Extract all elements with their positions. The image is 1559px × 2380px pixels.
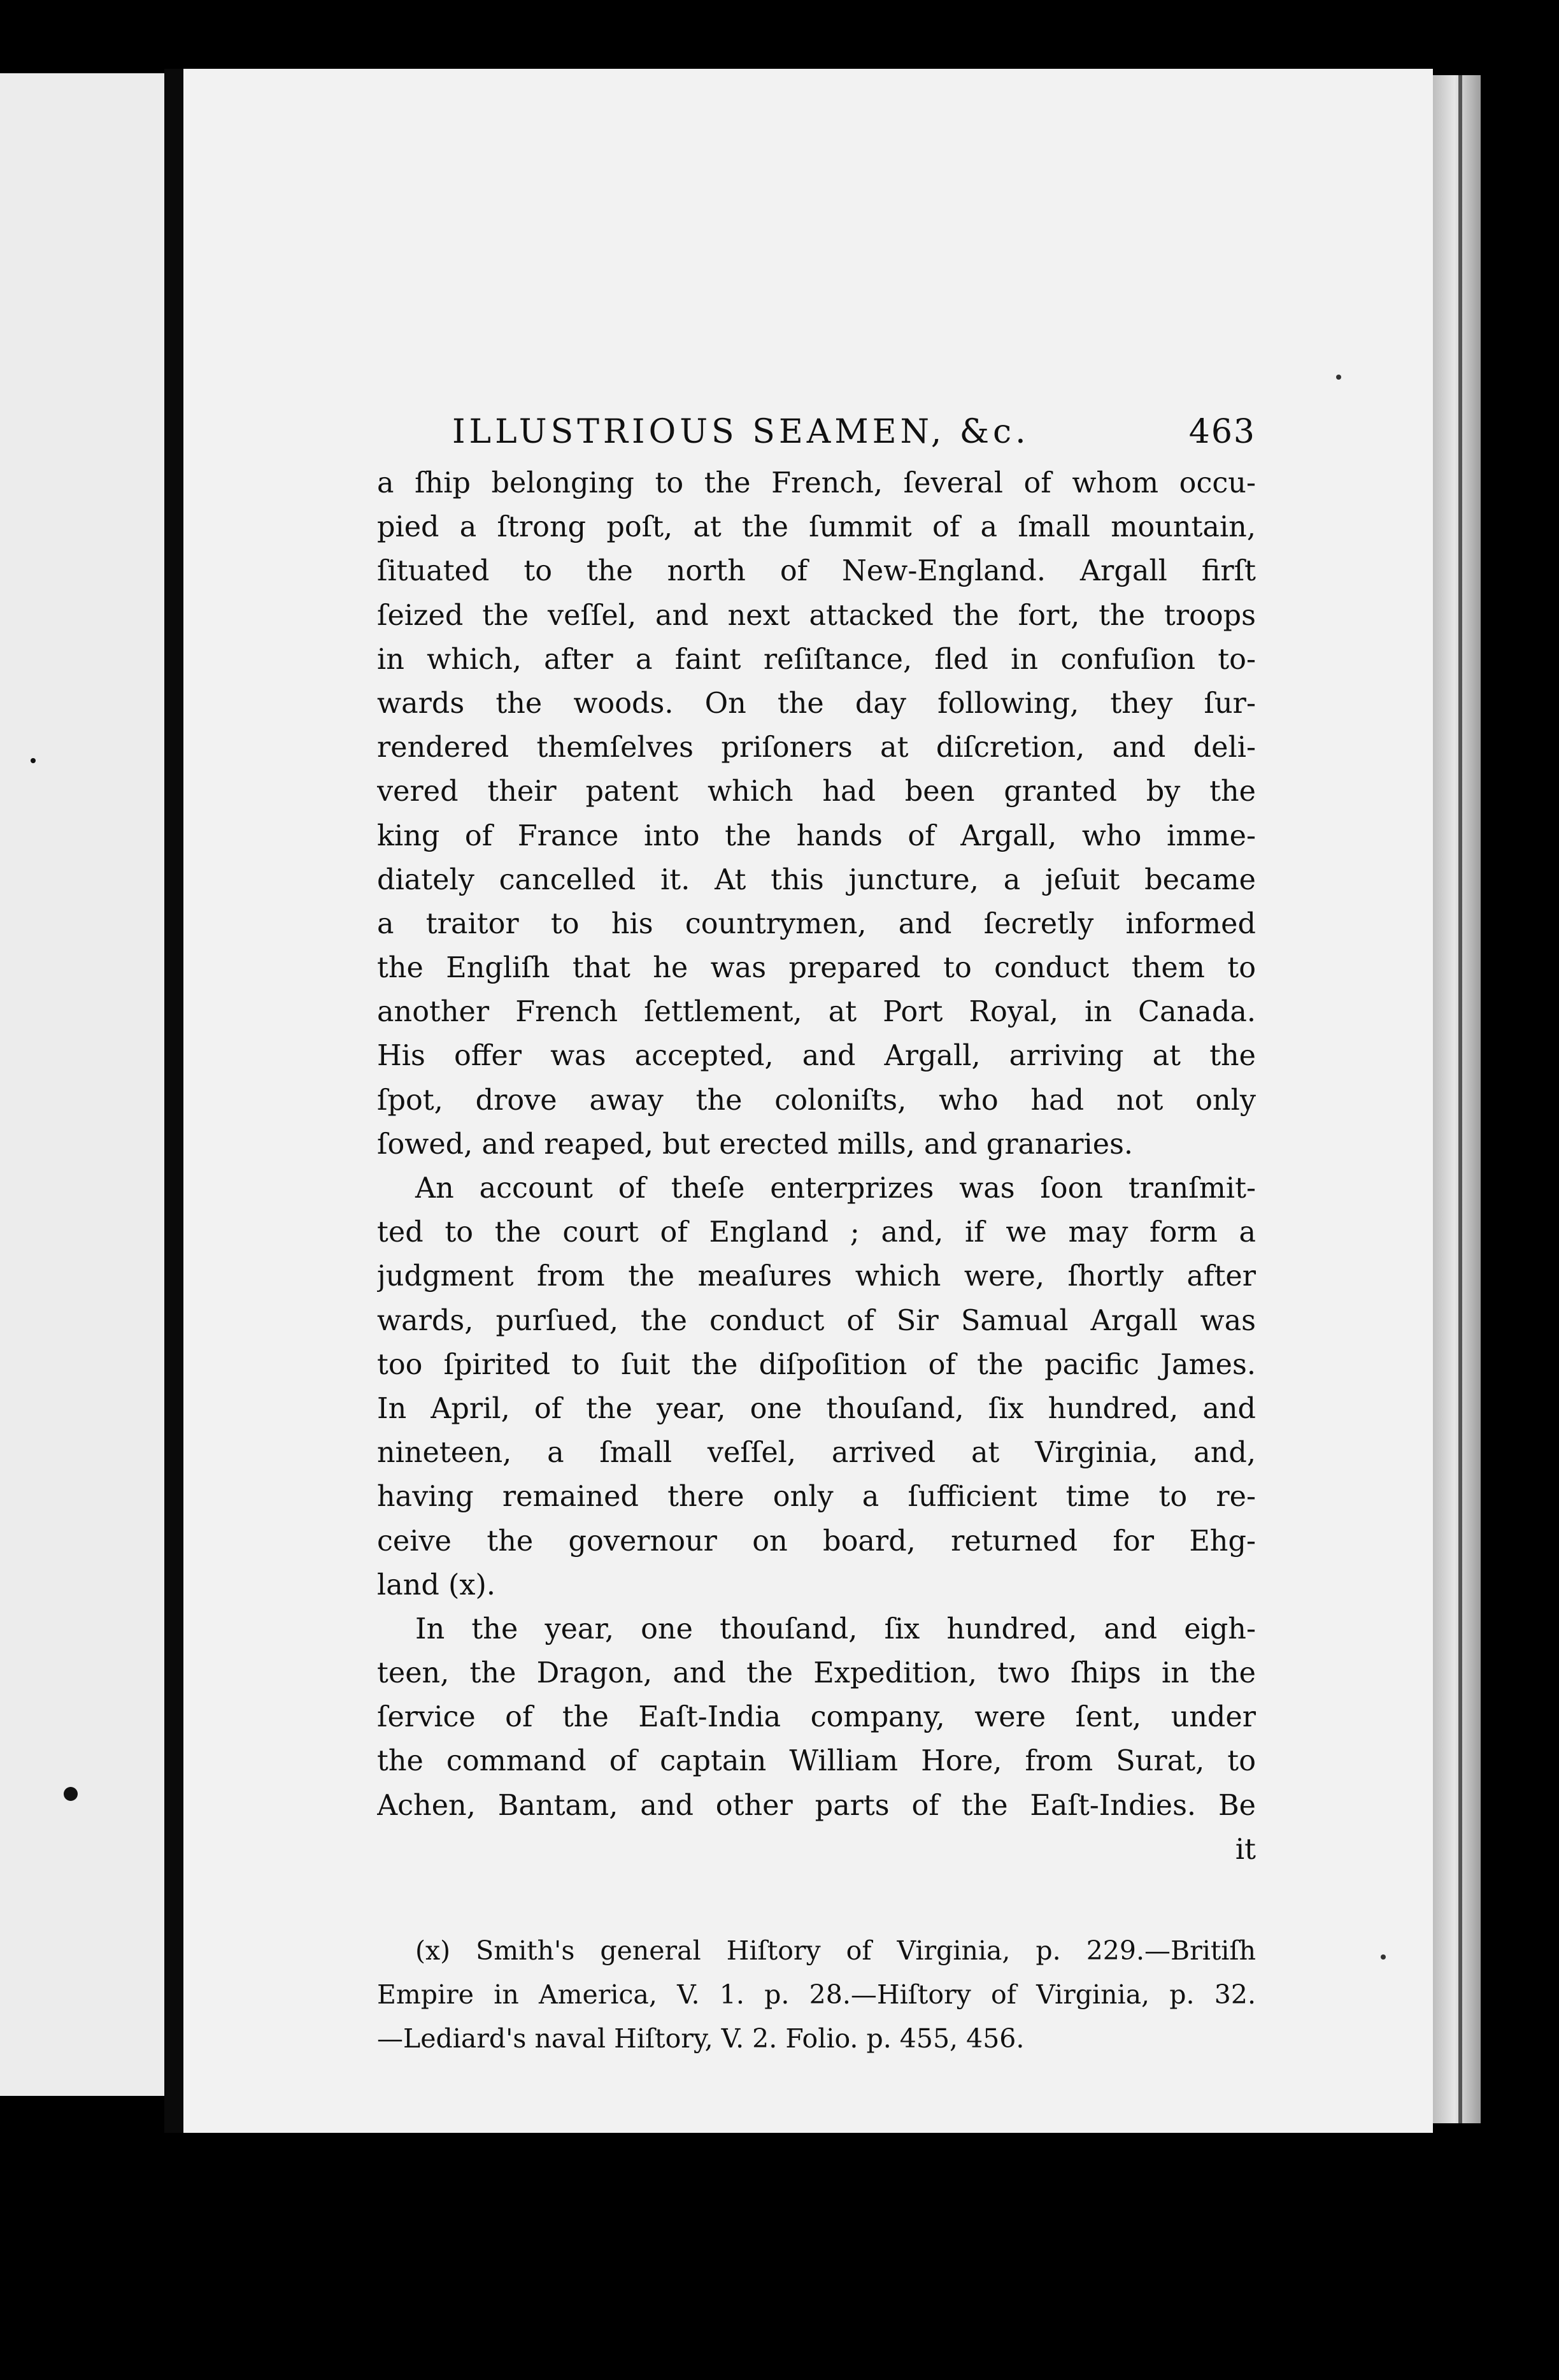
ink-speck [1336, 375, 1341, 380]
ink-spot [64, 1787, 78, 1801]
text-line: teen, the Dragon, and the Expedition, two ſhips in the [377, 1657, 1256, 1690]
text-line: judgment from the meaſures which were, ſhortly after [377, 1260, 1256, 1293]
text-line: in which, after a faint reſiſtance, fled in confuſion to- [377, 643, 1256, 676]
text-line: wards, purſued, the conduct of Sir Samual Argall was [377, 1304, 1256, 1337]
text-line: In April, of the year, one thouſand, ſix hundred, and [377, 1392, 1256, 1425]
text-block [377, 413, 1256, 2063]
text-line: ceive the governour on board, returned for Ehg- [377, 1524, 1256, 1558]
text-line: diately cancelled it. At this juncture, a jeſuit became [377, 863, 1256, 896]
text-line: rendered themſelves priſoners at diſcretion, and deli- [377, 731, 1256, 764]
text-line: wards the woods. On the day following, they ſur- [377, 687, 1256, 720]
text-line-paragraph-start: An account of theſe enterprizes was ſoon tranſmit- [415, 1172, 1256, 1205]
text-line-paragraph-start: In the year, one thouſand, ſix hundred, and eigh- [415, 1612, 1256, 1645]
running-head-title: ILLUSTRIOUS SEAMEN, &c. [452, 413, 1030, 451]
footnote-line: —Lediard's naval Hiſtory, V. 2. Folio. p. 455, 456. [377, 2023, 1025, 2054]
text-line: ſervice of the Eaſt-India company, were ſent, under [377, 1701, 1256, 1734]
footnotes [377, 1930, 1256, 2063]
text-line: another French ſettlement, at Port Royal, in Canada. [377, 996, 1256, 1029]
book-gutter [164, 69, 183, 2133]
text-line: pied a ſtrong poſt, at the ſummit of a ſmall mountain, [377, 511, 1256, 544]
page-stack-shadow [1458, 75, 1462, 2123]
ink-speck [1381, 1954, 1386, 1960]
previous-page-edge [0, 73, 164, 2096]
text-line: having remained there only a ſufficient time to re- [377, 1480, 1256, 1514]
text-line: ſituated to the north of New-England. Argall firſt [377, 555, 1256, 588]
text-line: ſpot, drove away the coloniſts, who had not only [377, 1084, 1256, 1117]
page-stack-edge [1433, 75, 1481, 2123]
text-line-paragraph-end: ſowed, and reaped, but erected mills, and granaries. [377, 1128, 1134, 1161]
text-line: a ſhip belonging to the French, ſeveral of whom occu- [377, 467, 1256, 499]
text-line: too ſpirited to ſuit the diſpoſition of the pacific James. [377, 1348, 1256, 1381]
ink-spot [31, 758, 36, 763]
text-line: king of France into the hands of Argall, who imme- [377, 819, 1256, 852]
text-line-paragraph-end: land (x). [377, 1568, 496, 1602]
text-line: His offer was accepted, and Argall, arriving at the [377, 1040, 1256, 1073]
text-line: a traitor to his countrymen, and ſecretly informed [377, 907, 1256, 940]
footnote-line: Empire in America, V. 1. p. 28.—Hiſtory of Virginia, p. 32. [377, 1979, 1256, 2011]
text-line: the command of captain William Hore, from Surat, to [377, 1745, 1256, 1778]
body-text [377, 461, 1256, 1828]
footnote-line: (x) Smith's general Hiſtory of Virginia, p. 229.—Britiſh [415, 1935, 1256, 1967]
catchword: it [1235, 1833, 1256, 1866]
text-line: vered their patent which had been granted by the [377, 775, 1256, 808]
text-line: the Engliſh that he was prepared to conduct them to [377, 952, 1256, 985]
page-number: 463 [1188, 413, 1256, 451]
text-line: Achen, Bantam, and other parts of the Eaſt-Indies. Be [377, 1789, 1256, 1822]
text-line: ſeized the veſſel, and next attacked the fort, the troops [377, 599, 1256, 632]
running-head [452, 413, 1256, 459]
text-line: nineteen, a ſmall veſſel, arrived at Virginia, and, [377, 1437, 1256, 1470]
text-line: ted to the court of England ; and, if we may form a [377, 1216, 1256, 1249]
